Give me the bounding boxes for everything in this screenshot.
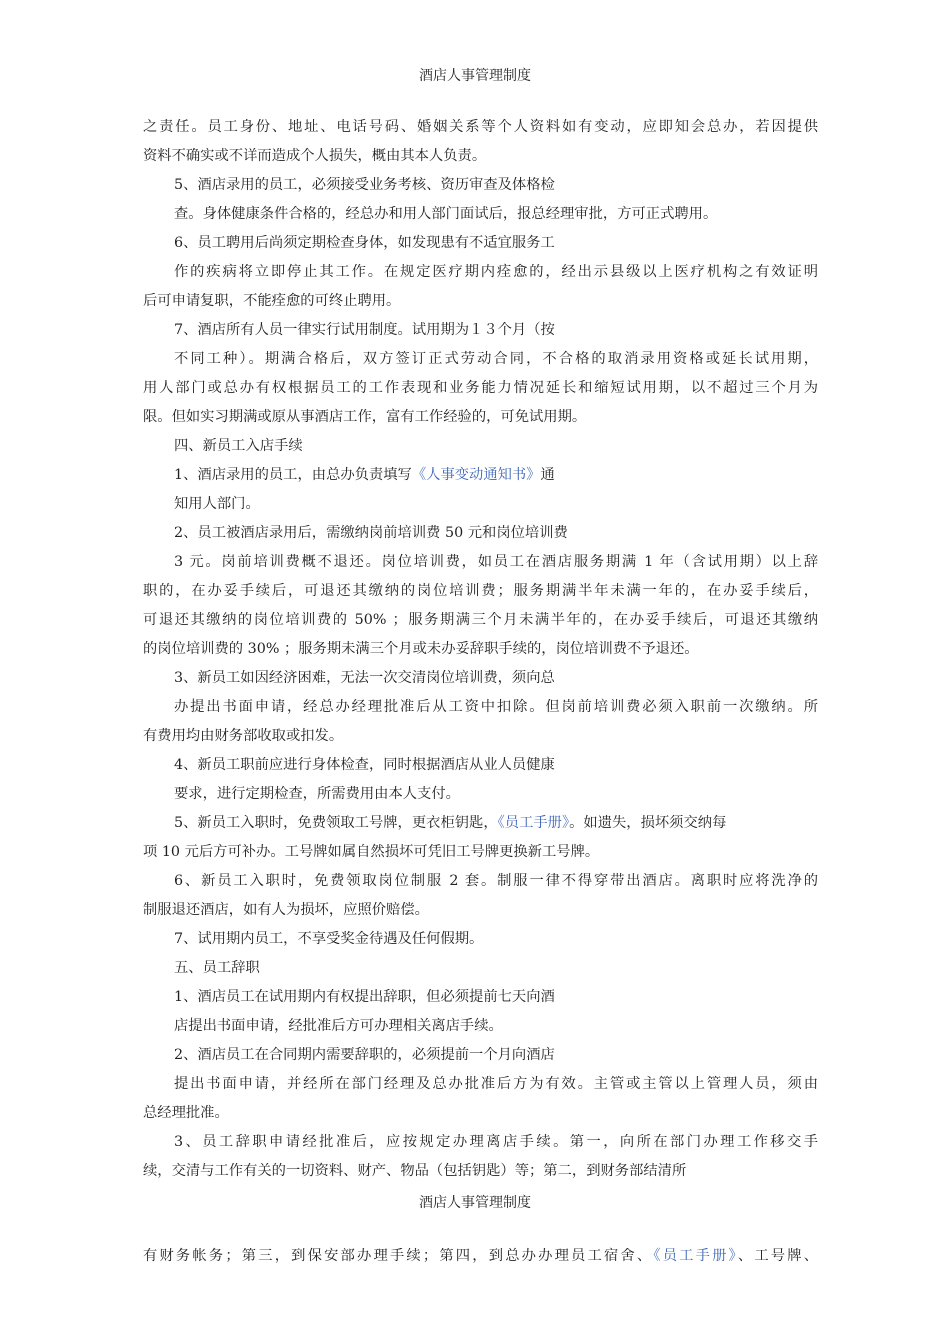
text-line: 制服退还酒店，如有人为损坏，应照价赔偿。	[143, 902, 429, 918]
text-line: 5、酒店录用的员工，必须接受业务考核、资历审查及体格检	[174, 177, 555, 193]
text-line: 项 10 元后方可补办。工号牌如属自然损坏可凭旧工号牌更换新工号牌。	[143, 844, 600, 860]
text-line: 不同工种）。期满合格后，双方签订正式劳动合同，不合格的取消录用资格或延长试用期，	[174, 351, 818, 367]
section-heading: 五、员工辞职	[174, 960, 260, 976]
text-line: 1、酒店员工在试用期内有权提出辞职，但必须提前七天向酒	[174, 989, 555, 1005]
text-line: 3、员工辞职申请经批准后，应按规定办理离店手续。第一，向所在部门办理工作移交手	[174, 1134, 818, 1150]
document-link[interactable]: 《员工手册》	[653, 1248, 738, 1264]
text-line: 总经理批准。	[143, 1105, 229, 1121]
text-line: 6、新员工入职时，免费领取岗位制服 2 套。制服一律不得穿带出酒店。离职时应将洗净的	[174, 873, 818, 889]
text-line: 4、新员工职前应进行身体检查，同时根据酒店从业人员健康	[174, 757, 555, 773]
text-line	[174, 813, 818, 833]
text-line: 续，交清与工作有关的一切资料、财产、物品（包括钥匙）等；第二，到财务部结清所	[143, 1163, 687, 1179]
text-segment: 通	[540, 467, 555, 483]
page-header-top: 酒店人事管理制度	[419, 68, 531, 84]
text-line: 6、员工聘用后尚须定期检查身体，如发现患有不适宜服务工	[174, 235, 555, 251]
text-segment: 1、酒店录用的员工，由总办负责填写	[174, 467, 412, 483]
text-line: 职的，在办妥手续后，可退还其缴纳的岗位培训费；服务期满半年未满一年的，在办妥手续后，	[143, 583, 818, 599]
text-line: 提出书面申请，并经所在部门经理及总办批准后方为有效。主管或主管以上管理人员，须由	[174, 1076, 818, 1092]
text-line	[143, 1246, 818, 1266]
text-line: 之责任。员工身份、地址、电话号码、婚姻关系等个人资料如有变动，应即知会总办，若因提供	[143, 119, 818, 135]
text-line: 用人部门或总办有权根据员工的工作表现和业务能力情况延长和缩短试用期，以不超过三个月为	[143, 380, 818, 396]
text-line: 可退还其缴纳的岗位培训费的 50% ；服务期满三个月未满半年的，在办妥手续后，可退还其缴纳	[143, 612, 818, 628]
text-segment: 、工号牌、	[737, 1248, 818, 1264]
text-line: 后可申请复职，不能痊愈的可终止聘用。	[143, 293, 401, 309]
text-line: 的岗位培训费的 30% ；服务期未满三个月或未办妥辞职手续的，岗位培训费不予退还。	[143, 641, 699, 657]
text-line: 限。但如实习期满或原从事酒店工作，富有工作经验的，可免试用期。	[143, 409, 587, 425]
text-line: 3 元。岗前培训费概不退还。岗位培训费，如员工在酒店服务期满 1 年（含试用期）以上辞	[174, 554, 818, 570]
document-link[interactable]: 《员工手册》	[497, 815, 570, 831]
text-line: 7、试用期内员工，不享受奖金待遇及任何假期。	[174, 931, 484, 947]
text-line: 店提出书面申请，经批准后方可办理相关离店手续。	[174, 1018, 503, 1034]
page-header-second: 酒店人事管理制度	[419, 1195, 531, 1211]
text-segment: 5、新员工入职时，免费领取工号牌，更衣柜钥匙，	[174, 815, 498, 831]
text-line: 办提出书面申请，经总办经理批准后从工资中扣除。但岗前培训费必须入职前一次缴纳。所	[174, 699, 818, 715]
text-line	[174, 465, 818, 485]
text-line: 知用人部门。	[174, 496, 260, 512]
text-line: 资料不确实或不详而造成个人损失，概由其本人负责。	[143, 148, 487, 164]
text-line: 7、酒店所有人员一律实行试用制度。试用期为１３个月（按	[174, 322, 555, 338]
text-line: 2、酒店员工在合同期内需要辞职的，必须提前一个月向酒店	[174, 1047, 555, 1063]
text-line: 2、员工被酒店录用后，需缴纳岗前培训费 50 元和岗位培训费	[174, 525, 568, 541]
section-heading: 四、新员工入店手续	[174, 438, 303, 454]
text-line: 作的疾病将立即停止其工作。在规定医疗期内痊愈的，经出示县级以上医疗机构之有效证明	[174, 264, 818, 280]
text-segment: 有财务帐务；第三，到保安部办理手续；第四，到总办办理员工宿舍、	[143, 1248, 654, 1264]
text-segment: 。如遗失，损坏须交纳每	[569, 815, 727, 831]
text-line: 查。身体健康条件合格的，经总办和用人部门面试后，报总经理审批，方可正式聘用。	[174, 206, 718, 222]
document-link[interactable]: 《人事变动通知书》	[411, 467, 541, 483]
text-line: 要求，进行定期检查，所需费用由本人支付。	[174, 786, 460, 802]
text-line: 有费用均由财务部收取或扣发。	[143, 728, 344, 744]
text-line: 3、新员工如因经济困难，无法一次交清岗位培训费，须向总	[174, 670, 555, 686]
